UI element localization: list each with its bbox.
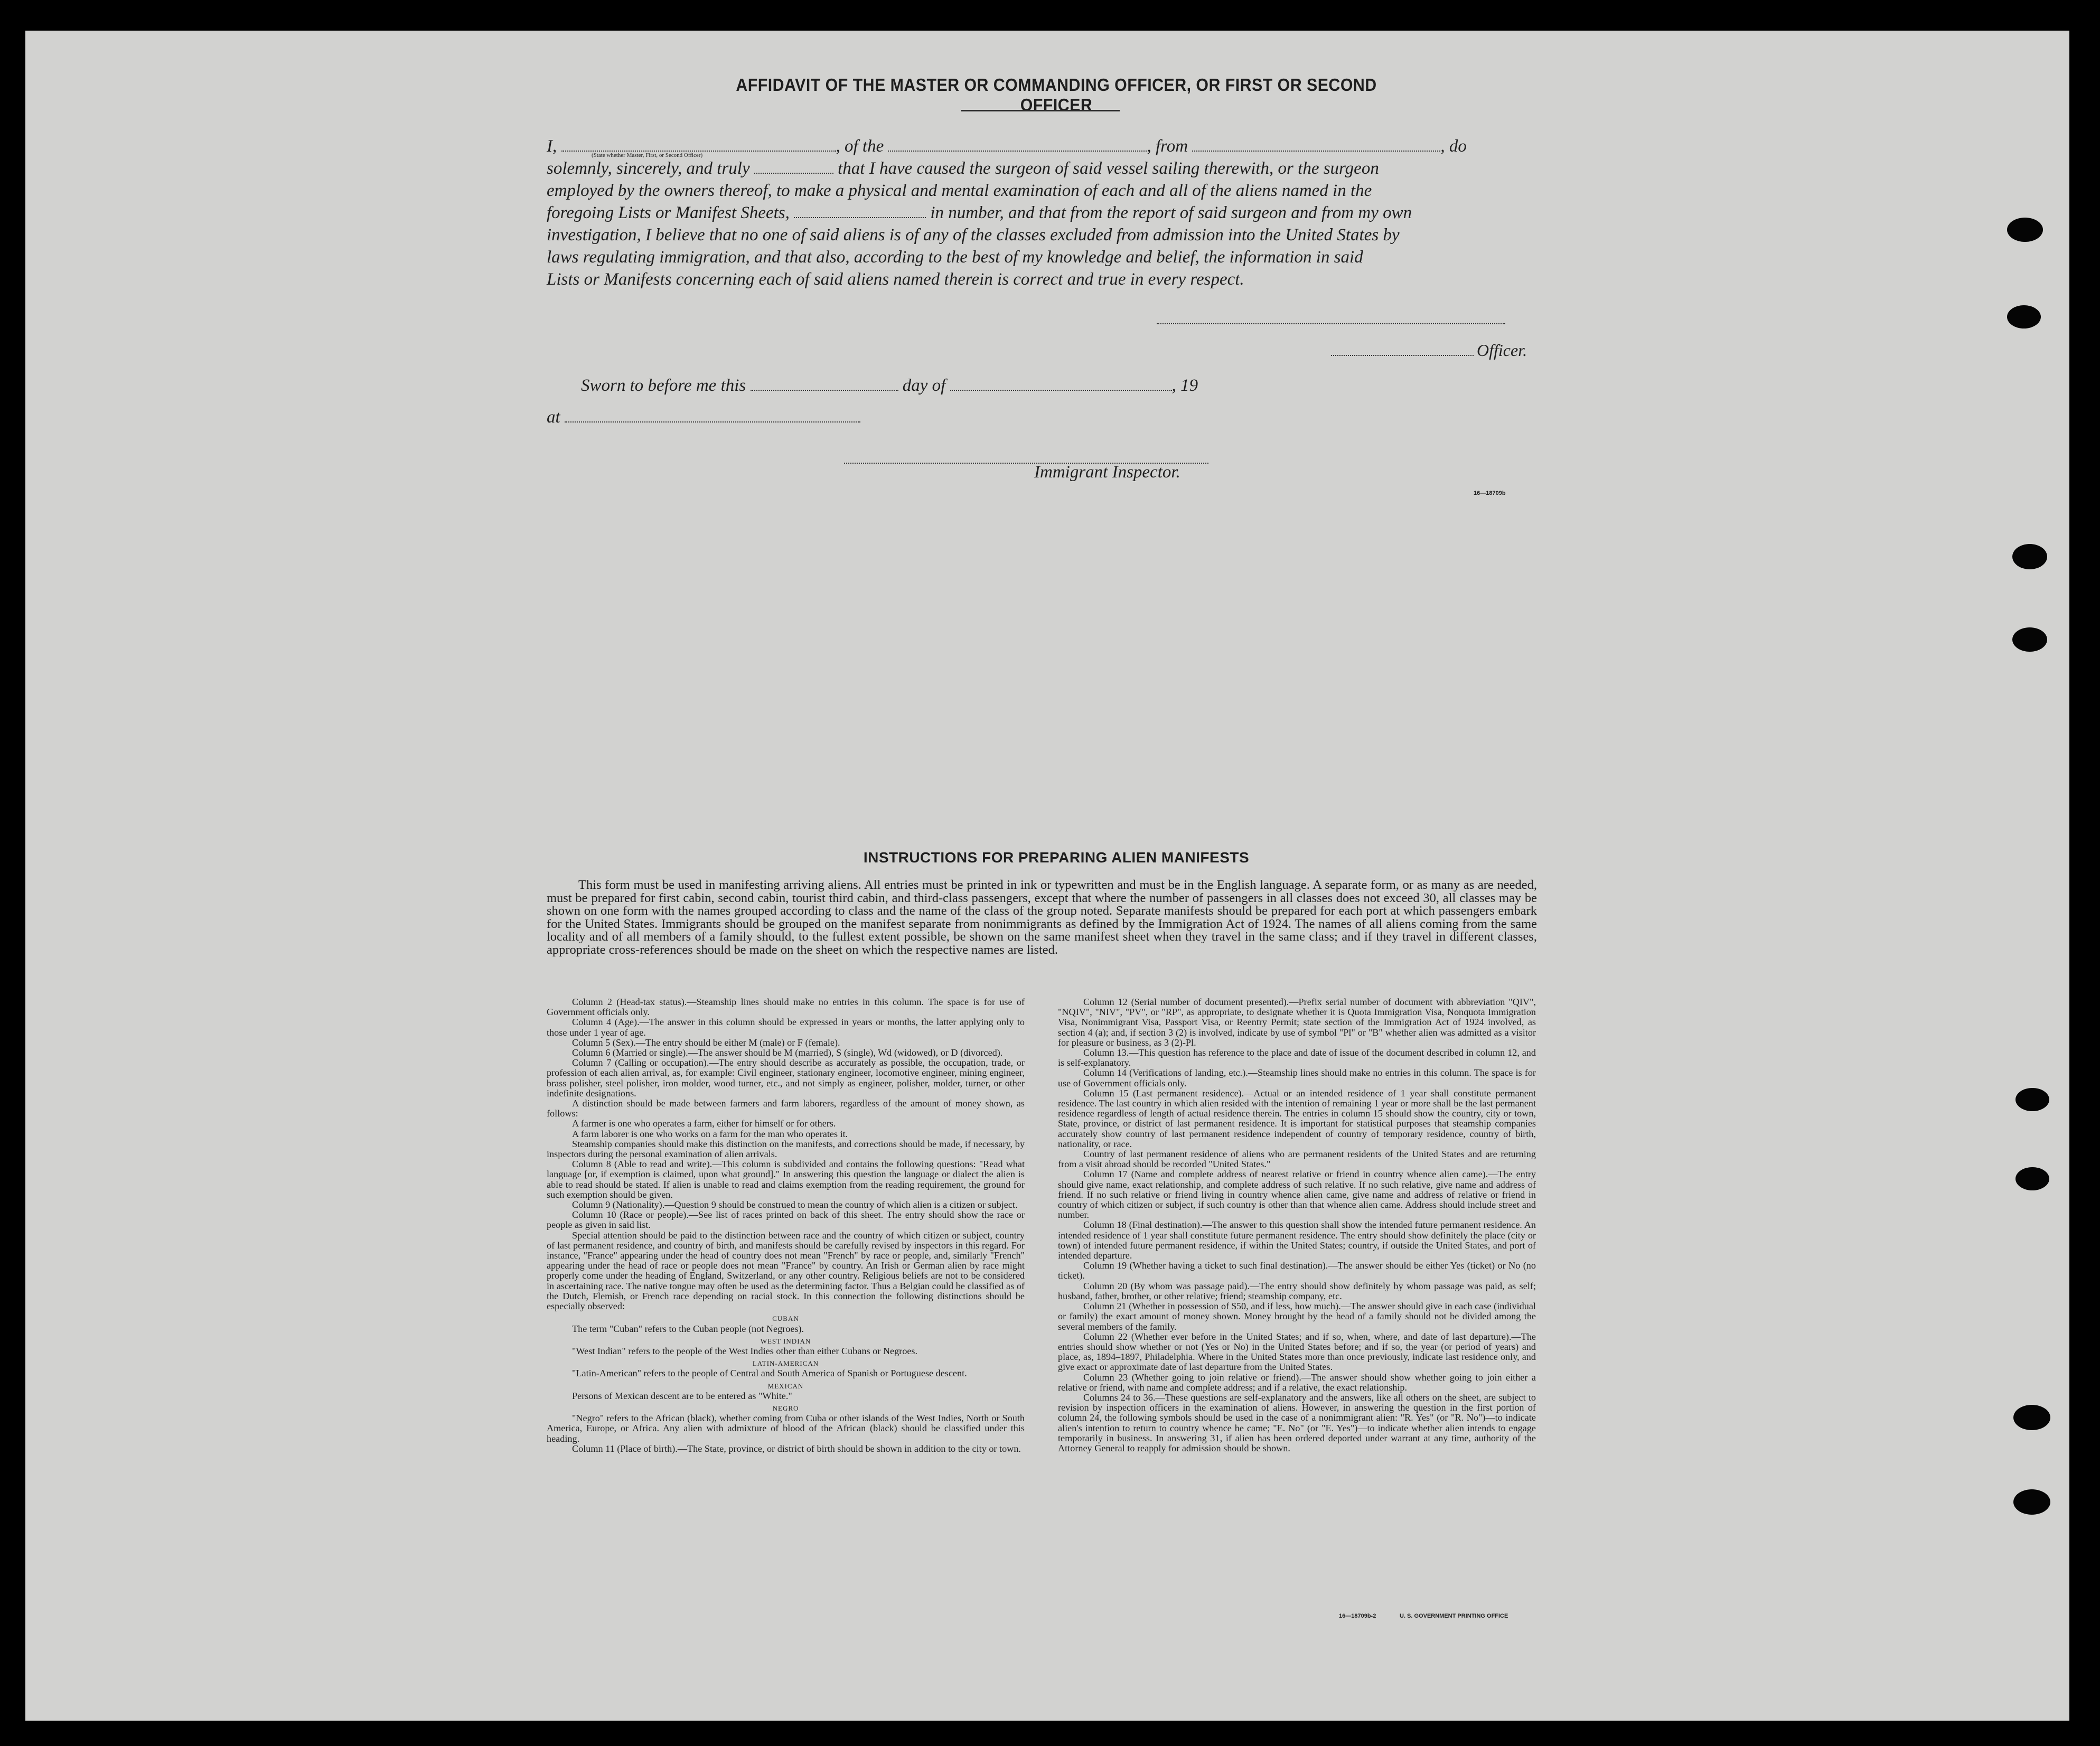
col22-instruction: Column 22 (Whether ever before in the United States; and if so, when, where, and date of last departure).—The entries should show whether or not (Yes or No) in the United States before; and if so, the year (or period of years) and place, as, 1894–1897, Philadelphia. Where in the United States more than once previously, indicate last residence only, and give exact or approximate date of last departure from the United States.	[1058, 1331, 1536, 1373]
instructions-right-column	[1058, 997, 1536, 1453]
officer-signature-line[interactable]	[1157, 323, 1505, 324]
officer-title-field[interactable]	[1331, 355, 1474, 356]
col10-instruction: Column 10 (Race or people).—See list of races printed on back of this sheet. The entry should show the race or people as given in said list.	[547, 1209, 1025, 1231]
col23-instruction: Column 23 (Whether going to join relative or friend).—The answer should show whether going to join either a relative or friend, with name and complete address; and if a relative, the exact relationship.	[1058, 1372, 1536, 1393]
footer-printer: U. S. GOVERNMENT PRINTING OFFICE	[1400, 1613, 1508, 1619]
text-sworn: Sworn to before me this	[581, 376, 746, 395]
at-line	[547, 408, 860, 427]
race-heading-west-indian: WEST INDIAN	[760, 1337, 811, 1345]
col2-instruction: Column 2 (Head-tax status).—Steamship lines should make no entries in this column. The space is for use of Government officials only.	[547, 997, 1025, 1018]
race-distinction: Special attention should be paid to the distinction between race and the country of which citizen or subject, country of last permanent residence, and country of birth, and manifests should be carefully revised by inspectors in this regard. For instance, "France" appearing under the head of country does not mean "French" by race or people, and, similarly "French" appearing under the head of race or people does not mean "France" by country. An Irish or German alien by race might properly come under the heading of England, Switzerland, or any other country. Religious beliefs are not to be considered in ascertaining race. The native tongue may often be used as the determining factor. Thus a Belgian could be classified as of the Dutch, Flemish, or French race depending on racial stock. In this connection the following distinctions should be especially observed:	[547, 1229, 1025, 1312]
title-rule	[961, 110, 1120, 111]
race-text-mexican: Persons of Mexican descent are to be entered as "White."	[572, 1390, 792, 1401]
punch-hole	[2007, 218, 2043, 242]
farmer-definition: A farmer is one who operates a farm, either for himself or for others.	[572, 1118, 836, 1129]
col20-instruction: Column 20 (By whom was passage paid).—The entry should show definitely by whom passage was paid, as self; husband, father, brother, or other relative; friend; steamship company, etc.	[1058, 1280, 1536, 1301]
state-note: (State whether Master, First, or Second Officer)	[592, 152, 703, 158]
affidavit-line-3: employed by the owners thereof, to make a physical and mental examination of each and all of the aliens named in the	[547, 181, 1372, 200]
instructions-left-column	[547, 997, 1025, 1454]
affidavit-line-5: investigation, I believe that no one of said aliens is of any of the classes excluded from admission into the United States by	[547, 226, 1400, 245]
affidavit-line-7: Lists or Manifests concerning each of said aliens named therein is correct and true in every respect.	[547, 270, 1244, 289]
race-text-latin-american: "Latin-American" refers to the people of Central and South America of Spanish or Portuguese descent.	[572, 1368, 967, 1379]
race-text-negro: "Negro" refers to the African (black), whether coming from Cuba or other islands of the West Indies, North or South America, Europe, or Africa. Any alien with admixture of blood of the African (black) should be classified under this heading.	[547, 1413, 1025, 1444]
officer-rank-field[interactable]	[561, 142, 836, 152]
inspector-label: Immigrant Inspector.	[1034, 463, 1180, 482]
text-solemnly: solemnly, sincerely, and truly	[547, 159, 750, 178]
text-at: at	[547, 408, 560, 427]
race-heading-negro: NEGRO	[772, 1404, 799, 1412]
col5-instruction: Column 5 (Sex).—The entry should be either M (male) or F (female).	[572, 1037, 840, 1048]
text-year: , 19	[1171, 376, 1198, 395]
race-text-cuban: The term "Cuban" refers to the Cuban people (not Negroes).	[572, 1323, 804, 1334]
race-heading-cuban: CUBAN	[772, 1315, 799, 1323]
text-do: , do	[1440, 137, 1467, 156]
col12-instruction: Column 12 (Serial number of document presented).—Prefix serial number of document with abbreviation "QIV", "NQIV", "NIV", "PV", or "RP", as appropriate, to designate whether it is Quota Immigration Visa, Nonquota Immigration Visa, Nonimmigrant Visa, Passport Visa, or Reentry Permit; state section of the Immigration Act of 1924 involved, as section 4 (a); and, if section 3 (2) is involved, indicate by use of symbol "Pl" or "B" whether alien was admitted as a visitor for pleasure or business, as 3 (2)-Pl.	[1058, 997, 1536, 1048]
punch-hole	[2013, 1405, 2050, 1430]
instructions-title: INSTRUCTIONS FOR PREPARING ALIEN MANIFESTS	[863, 849, 1250, 866]
punch-hole	[2013, 1489, 2050, 1515]
country-residence-note: Country of last permanent residence of aliens who are permanent residents of the United States and are returning from a visit abroad should be recorded "United States."	[1058, 1149, 1536, 1170]
intro-paragraph: This form must be used in manifesting arriving aliens. All entries must be printed in ink or typewritten and must be in the English language. A separate form, or as many as are needed, must be prepared for first cabin, second cabin, tourist third cabin, and third-class passengers, except that where the number of passengers in all classes does not exceed 30, all classes may be shown on one form with the names grouped according to class and the name of the class of the group noted. Separate manifests should be prepared for each port at which passengers embark for the United States. Immigrants should be grouped on the manifest separate from nonimmigrants as defined by the Immigration Act of 1924. The names of all aliens coming from the same locality and of all members of a family should, to the fullest extent possible, be shown on the same manifest sheet when they travel in the same class; and if they travel in different classes, appropriate cross-references should be made on the sheet on which the respective names are listed.	[547, 878, 1537, 957]
sworn-month-field[interactable]	[950, 381, 1172, 391]
oath-field[interactable]	[754, 164, 833, 174]
col9-instruction: Column 9 (Nationality).—Question 9 should be construed to mean the country of which alien is a citizen or subject.	[572, 1199, 1018, 1210]
col8-instruction: Column 8 (Able to read and write).—This column is subdivided and contains the following questions: "Read what language [or, if exemption is claimed, upon what ground]." In answering this question the language or dialect the alien is able to read should be stated. If alien is unable to read and claims exemption from the reading requirement, the ground for such exemption should be given.	[547, 1159, 1025, 1200]
form-code: 16—18709b	[1474, 490, 1506, 496]
col18-instruction: Column 18 (Final destination).—The answer to this question shall show the intended future permanent residence. An intended residence of 1 year shall constitute future permanent residence. The entry should show definitely the place (city or town) of intended future permanent residence, if within the United States; country, if outside the United States, and port of intended departure.	[1058, 1219, 1536, 1261]
port-from-field[interactable]	[1192, 142, 1440, 152]
col19-instruction: Column 19 (Whether having a ticket to such final destination).—The answer should be either Yes (ticket) or No (no ticket).	[1058, 1260, 1536, 1281]
col11-instruction: Column 11 (Place of birth).—The State, province, or district of birth should be shown in addition to the city or town.	[572, 1443, 1021, 1454]
farmer-distinction: A distinction should be made between farmers and farm laborers, regardless of the amount of money shown, as follows:	[547, 1098, 1025, 1119]
col14-instruction: Column 14 (Verifications of landing, etc.).—Steamship lines should make no entries in this column. The space is for use of Government officials only.	[1058, 1067, 1536, 1088]
sworn-line	[581, 376, 1198, 396]
col15-instruction: Column 15 (Last permanent residence).—Actual or an intended residence of 1 year shall constitute permanent residence. The last country in which alien resided with the intention of remaining 1 year or more shall be the last permanent residence regardless of length of actual residence therein. The entries in column 15 should show the country, city or town, State, province, or district of last permanent residence. It is important for statistical purposes that steamship companies accurately show country of last permanent residence independent of country of temporary residence, country of birth, nationality, or race.	[1058, 1087, 1536, 1149]
col21-instruction: Column 21 (Whether in possession of $50, and if less, how much).—The answer should give in each case (individual or family) the exact amount of money shown. Money brought by the head of a family should not be divided among the several members of the family.	[1058, 1301, 1536, 1332]
col7-instruction: Column 7 (Calling or occupation).—The entry should describe as accurately as possible, the occupation, trade, or profession of each alien arrival, as, for example: Civil engineer, stationary engineer, locomotive engineer, mining engineer, brass polisher, steel polisher, iron molder, wood turner, etc., and not simply as engineer, polisher, molder, turner, or other indefinite designations.	[547, 1057, 1025, 1099]
alien-count-field[interactable]	[794, 209, 926, 219]
col13-instruction: Column 13.—This question has reference to the place and date of issue of the document described in column 12, and is self-explanatory.	[1058, 1047, 1536, 1068]
steamship-distinction: Steamship companies should make this distinction on the manifests, and corrections should be made, if necessary, by inspectors during the personal examination of alien arrivals.	[547, 1138, 1025, 1160]
col24-36-instruction: Columns 24 to 36.—These questions are self-explanatory and the answers, like all others on the sheet, are subject to revision by inspection officers in the examination of aliens. However, in answering the question in the first portion of column 24, the following symbols should be used in the case of a nonimmigrant alien: "R. Yes" (or "R. No")—to indicate alien's intention to return to country whence he came; "E. No" (or "E. Yes")—to indicate whether alien intends to engage temporarily in business. In answering 31, if alien has been ordered deported under warrant at any time, authority of the Attorney General to reapply for admission should be shown.	[1058, 1392, 1536, 1453]
punch-hole	[2007, 305, 2041, 328]
instructions-intro	[547, 879, 1537, 956]
affidavit-title: AFFIDAVIT OF THE MASTER OR COMMANDING OFFICER, OR FIRST OR SECOND OFFICER	[736, 75, 1377, 115]
sworn-place-field[interactable]	[565, 413, 860, 423]
text-in-number: in number, and that from the report of said surgeon and from my own	[930, 203, 1412, 222]
col17-instruction: Column 17 (Name and complete address of nearest relative or friend in country whence alien came).—The entry should give name, exact relationship, and complete address of such relative. If no such relative, give name and address of friend. If no such relative or friend living in country whence alien came, give name and address of relative or friend in country of which citizen or subject, if such country is other than that whence alien came. Address should include street and number.	[1058, 1169, 1536, 1221]
race-text-west-indian: "West Indian" refers to the people of the West Indies other than either Cubans or Negroes.	[572, 1345, 918, 1356]
punch-hole	[2015, 1088, 2049, 1111]
race-heading-latin-american: LATIN-AMERICAN	[752, 1359, 819, 1368]
col6-instruction: Column 6 (Married or single).—The answer should be M (married), S (single), Wd (widowed), or D (divorced).	[572, 1047, 1003, 1058]
text-of-the: , of the	[836, 137, 884, 156]
punch-hole	[2012, 544, 2047, 569]
affidavit-line-4	[547, 202, 1534, 224]
text-day-of: day of	[902, 376, 946, 395]
punch-hole	[2012, 627, 2047, 652]
text-i: I,	[547, 137, 557, 156]
sworn-day-field[interactable]	[751, 381, 898, 391]
affidavit-line-6: laws regulating immigration, and that also, according to the best of my knowledge and belief, the information in said	[547, 248, 1363, 267]
affidavit-line-2	[547, 157, 1534, 180]
col4-instruction: Column 4 (Age).—The answer in this column should be expressed in years or months, the latter applying only to those under 1 year of age.	[547, 1017, 1025, 1038]
text-from: , from	[1147, 137, 1188, 156]
text-surgeon: that I have caused the surgeon of said vessel sailing therewith, or the surgeon	[838, 159, 1379, 178]
vessel-name-field[interactable]	[888, 142, 1147, 152]
race-heading-mexican: MEXICAN	[767, 1382, 804, 1390]
officer-label: Officer.	[1477, 341, 1527, 360]
footer-form-code: 16—18709b-2	[1339, 1613, 1376, 1619]
farm-laborer-definition: A farm laborer is one who works on a farm for the man who operates it.	[572, 1128, 848, 1139]
text-foregoing: foregoing Lists or Manifest Sheets,	[547, 203, 790, 222]
punch-hole	[2015, 1167, 2049, 1190]
